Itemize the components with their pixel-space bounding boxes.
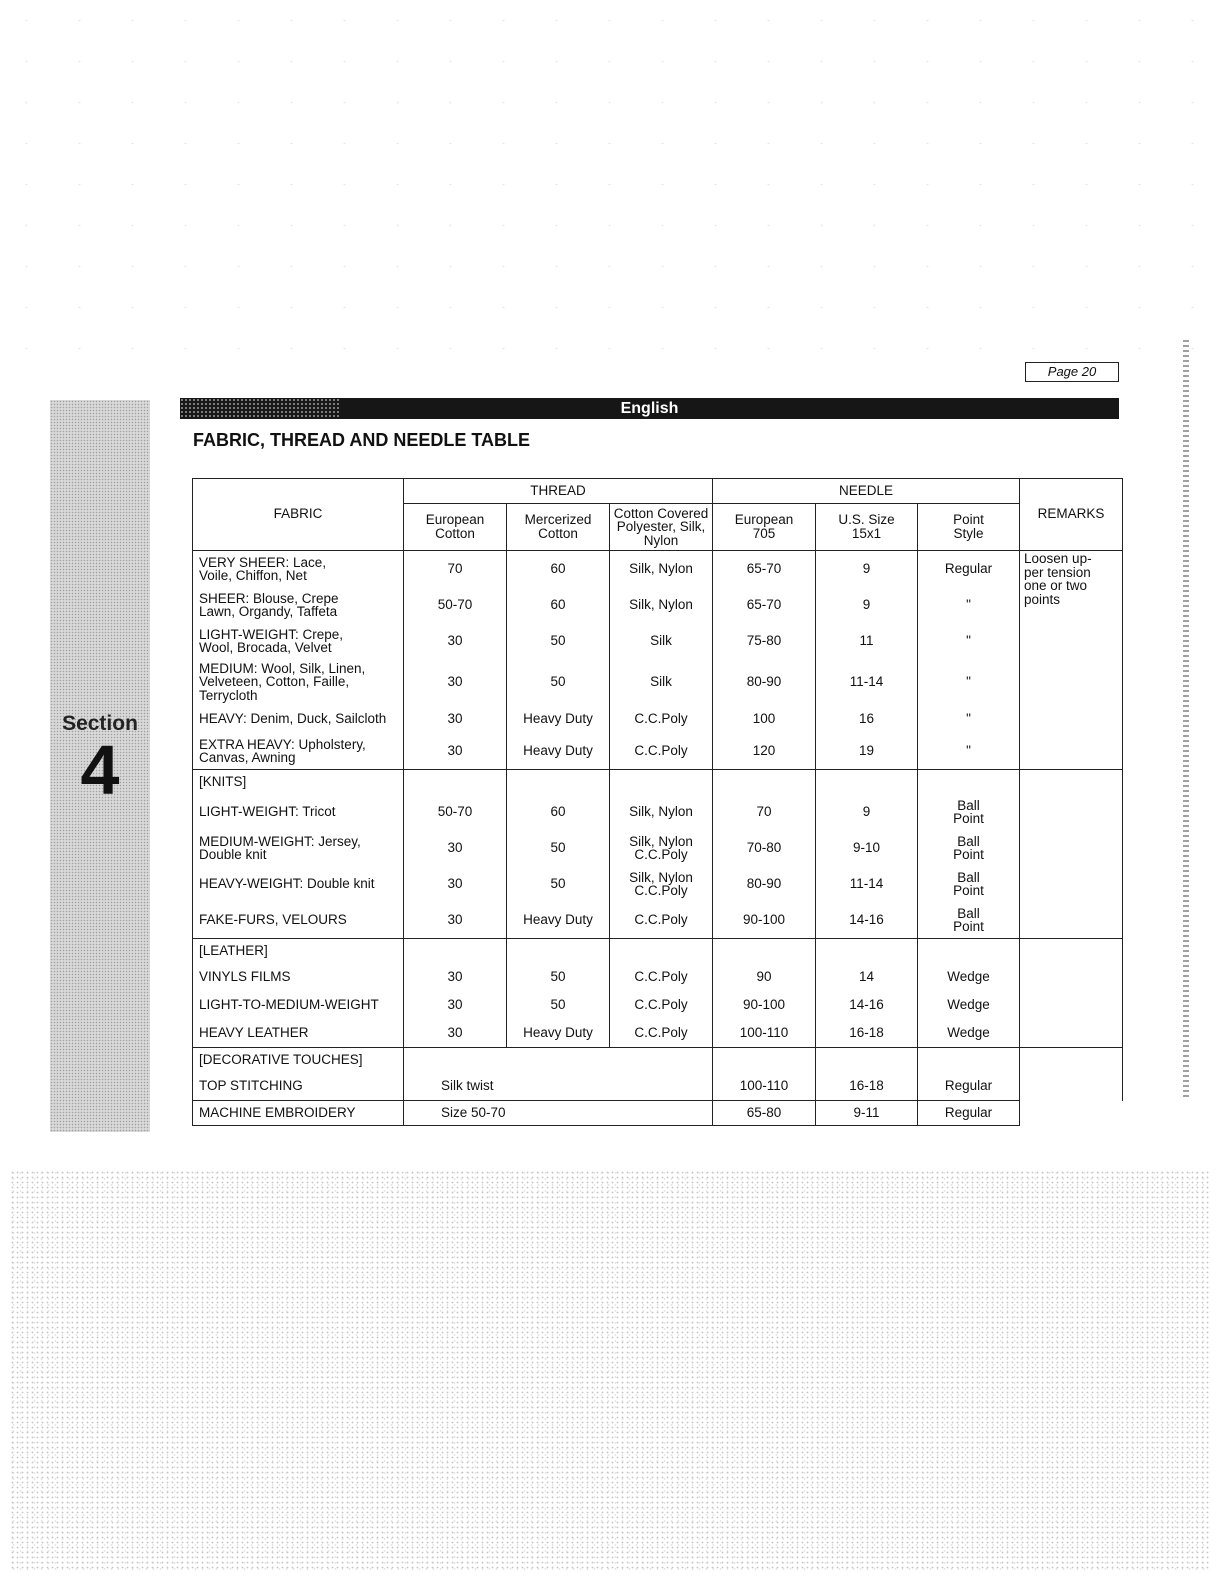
us-size-cell: 9 — [816, 794, 918, 830]
us-size-cell: 14-16 — [816, 991, 918, 1019]
table-row — [193, 963, 1123, 991]
point-style-cell: " — [918, 659, 1020, 705]
fabric-cell: LIGHT-TO-MEDIUM-WEIGHT — [193, 991, 404, 1019]
european-cotton-cell: 30 — [404, 963, 507, 991]
table-row — [193, 1101, 1123, 1126]
table-row — [193, 587, 1123, 623]
group-label-leather: [LEATHER] — [193, 939, 404, 964]
mercerized-cotton-cell: Heavy Duty — [507, 733, 610, 770]
table-row — [193, 705, 1123, 733]
language-bar-texture — [180, 398, 340, 419]
cotton-covered-cell: Silk, Nylon — [610, 551, 713, 588]
european-cotton-cell: 30 — [404, 866, 507, 902]
cotton-covered-cell: C.C.Poly — [610, 705, 713, 733]
remarks-cell: Loosen up- per tension one or two points — [1020, 551, 1123, 770]
needle-european-cell: 90-100 — [713, 902, 816, 939]
us-size-cell: 9-11 — [816, 1101, 918, 1126]
us-size-cell: 16-18 — [816, 1019, 918, 1048]
mercerized-cotton-cell: 60 — [507, 587, 610, 623]
remarks-cell — [1020, 1048, 1123, 1101]
european-cotton-cell: 30 — [404, 830, 507, 866]
mercerized-cotton-cell: 50 — [507, 963, 610, 991]
header-us-size: U.S. Size 15x1 — [816, 504, 918, 551]
cotton-covered-cell: Silk, Nylon — [610, 587, 713, 623]
fabric-cell: HEAVY: Denim, Duck, Sailcloth — [193, 705, 404, 733]
fabric-cell: SHEER: Blouse, Crepe Lawn, Organdy, Taffeta — [193, 587, 404, 623]
page-number: Page 20 — [1025, 362, 1119, 382]
point-style-cell: Regular — [918, 1101, 1020, 1126]
page-title: FABRIC, THREAD AND NEEDLE TABLE — [193, 430, 530, 450]
us-size-cell: 14-16 — [816, 902, 918, 939]
needle-european-cell: 70-80 — [713, 830, 816, 866]
needle-european-cell: 100-110 — [713, 1019, 816, 1048]
thread-cell: Silk twist — [404, 1072, 713, 1101]
point-style-cell: " — [918, 623, 1020, 659]
us-size-cell: 11-14 — [816, 866, 918, 902]
table-row — [193, 866, 1123, 902]
european-cotton-cell: 30 — [404, 733, 507, 770]
point-style-cell: " — [918, 733, 1020, 770]
needle-european-cell: 90 — [713, 963, 816, 991]
remarks-cell — [1020, 770, 1123, 939]
point-style-cell: " — [918, 587, 1020, 623]
point-style-cell: Ball Point — [918, 866, 1020, 902]
point-style-cell: Wedge — [918, 991, 1020, 1019]
thread-cell: Size 50-70 — [404, 1101, 713, 1126]
mercerized-cotton-cell: 50 — [507, 991, 610, 1019]
mercerized-cotton-cell: 50 — [507, 866, 610, 902]
header-mercerized-cotton: Mercerized Cotton — [507, 504, 610, 551]
needle-european-cell: 120 — [713, 733, 816, 770]
mercerized-cotton-cell: 60 — [507, 551, 610, 588]
header-needle: NEEDLE — [713, 479, 1020, 504]
needle-european-cell: 65-70 — [713, 587, 816, 623]
mercerized-cotton-cell: Heavy Duty — [507, 1019, 610, 1048]
needle-european-cell: 80-90 — [713, 866, 816, 902]
table-row — [193, 830, 1123, 866]
scan-noise-top — [0, 0, 1224, 360]
european-cotton-cell: 30 — [404, 991, 507, 1019]
table-row — [193, 794, 1123, 830]
point-style-cell: Regular — [918, 551, 1020, 588]
table-row — [193, 623, 1123, 659]
scan-edge-right — [1183, 340, 1189, 1100]
table-row — [193, 1019, 1123, 1048]
us-size-cell: 14 — [816, 963, 918, 991]
us-size-cell: 9 — [816, 551, 918, 588]
fabric-cell: VERY SHEER: Lace, Voile, Chiffon, Net — [193, 551, 404, 588]
fabric-cell: MEDIUM-WEIGHT: Jersey, Double knit — [193, 830, 404, 866]
fabric-cell: TOP STITCHING — [193, 1072, 404, 1101]
european-cotton-cell: 30 — [404, 902, 507, 939]
remarks-cell — [1020, 939, 1123, 1048]
mercerized-cotton-cell: 50 — [507, 659, 610, 705]
us-size-cell: 19 — [816, 733, 918, 770]
us-size-cell: 11 — [816, 623, 918, 659]
point-style-cell: Wedge — [918, 963, 1020, 991]
fabric-thread-needle-table — [192, 478, 1123, 1126]
group-label-row — [193, 770, 1123, 795]
european-cotton-cell: 50-70 — [404, 794, 507, 830]
language-label: English — [620, 400, 679, 417]
language-bar — [180, 398, 1119, 419]
cotton-covered-cell: C.C.Poly — [610, 733, 713, 770]
needle-european-cell: 100-110 — [713, 1072, 816, 1101]
european-cotton-cell: 30 — [404, 705, 507, 733]
point-style-cell: Ball Point — [918, 794, 1020, 830]
needle-european-cell: 65-80 — [713, 1101, 816, 1126]
fabric-cell: MACHINE EMBROIDERY — [193, 1101, 404, 1126]
us-size-cell: 11-14 — [816, 659, 918, 705]
cotton-covered-cell: Silk — [610, 623, 713, 659]
needle-european-cell: 70 — [713, 794, 816, 830]
mercerized-cotton-cell: 50 — [507, 623, 610, 659]
scan-noise-bottom — [10, 1170, 1210, 1570]
header-cotton-covered: Cotton Covered Polyester, Silk, Nylon — [610, 504, 713, 551]
cotton-covered-cell: Silk, Nylon C.C.Poly — [610, 866, 713, 902]
cotton-covered-cell: C.C.Poly — [610, 1019, 713, 1048]
header-remarks: REMARKS — [1020, 479, 1123, 551]
european-cotton-cell: 30 — [404, 623, 507, 659]
cotton-covered-cell: C.C.Poly — [610, 902, 713, 939]
us-size-cell: 16-18 — [816, 1072, 918, 1101]
table-row — [193, 733, 1123, 770]
needle-european-cell: 75-80 — [713, 623, 816, 659]
fabric-cell: VINYLS FILMS — [193, 963, 404, 991]
cotton-covered-cell: C.C.Poly — [610, 991, 713, 1019]
fabric-cell: LIGHT-WEIGHT: Crepe, Wool, Brocada, Velvet — [193, 623, 404, 659]
section-word: Section — [62, 712, 138, 735]
table-row — [193, 991, 1123, 1019]
point-style-cell: Wedge — [918, 1019, 1020, 1048]
needle-european-cell: 65-70 — [713, 551, 816, 588]
header-thread: THREAD — [404, 479, 713, 504]
fabric-cell: HEAVY LEATHER — [193, 1019, 404, 1048]
header-point-style: Point Style — [918, 504, 1020, 551]
mercerized-cotton-cell: 60 — [507, 794, 610, 830]
mercerized-cotton-cell: Heavy Duty — [507, 902, 610, 939]
us-size-cell: 9 — [816, 587, 918, 623]
cotton-covered-cell: Silk, Nylon — [610, 794, 713, 830]
group-label-row — [193, 939, 1123, 964]
european-cotton-cell: 30 — [404, 659, 507, 705]
us-size-cell: 16 — [816, 705, 918, 733]
needle-european-cell: 90-100 — [713, 991, 816, 1019]
fabric-cell: HEAVY-WEIGHT: Double knit — [193, 866, 404, 902]
table-row — [193, 659, 1123, 705]
european-cotton-cell: 30 — [404, 1019, 507, 1048]
mercerized-cotton-cell: Heavy Duty — [507, 705, 610, 733]
table-row — [193, 1072, 1123, 1101]
header-european-cotton: European Cotton — [404, 504, 507, 551]
european-cotton-cell: 70 — [404, 551, 507, 588]
needle-european-cell: 100 — [713, 705, 816, 733]
group-label-knits: [KNITS] — [193, 770, 404, 795]
cotton-covered-cell: Silk — [610, 659, 713, 705]
fabric-cell: MEDIUM: Wool, Silk, Linen, Velveteen, Cotton, Faille, Terrycloth — [193, 659, 404, 705]
us-size-cell: 9-10 — [816, 830, 918, 866]
mercerized-cotton-cell: 50 — [507, 830, 610, 866]
header-needle-european: European 705 — [713, 504, 816, 551]
point-style-cell: " — [918, 705, 1020, 733]
cotton-covered-cell: C.C.Poly — [610, 963, 713, 991]
european-cotton-cell: 50-70 — [404, 587, 507, 623]
group-label-row — [193, 1048, 1123, 1073]
cotton-covered-cell: Silk, Nylon C.C.Poly — [610, 830, 713, 866]
needle-european-cell: 80-90 — [713, 659, 816, 705]
point-style-cell: Regular — [918, 1072, 1020, 1101]
table-row — [193, 551, 1123, 588]
section-number: 4 — [80, 731, 120, 809]
point-style-cell: Ball Point — [918, 902, 1020, 939]
point-style-cell: Ball Point — [918, 830, 1020, 866]
table-row — [193, 902, 1123, 939]
header-fabric: FABRIC — [193, 479, 404, 551]
fabric-cell: EXTRA HEAVY: Upholstery, Canvas, Awning — [193, 733, 404, 770]
group-label-decorative: [DECORATIVE TOUCHES] — [193, 1048, 404, 1073]
fabric-cell: LIGHT-WEIGHT: Tricot — [193, 794, 404, 830]
fabric-cell: FAKE-FURS, VELOURS — [193, 902, 404, 939]
